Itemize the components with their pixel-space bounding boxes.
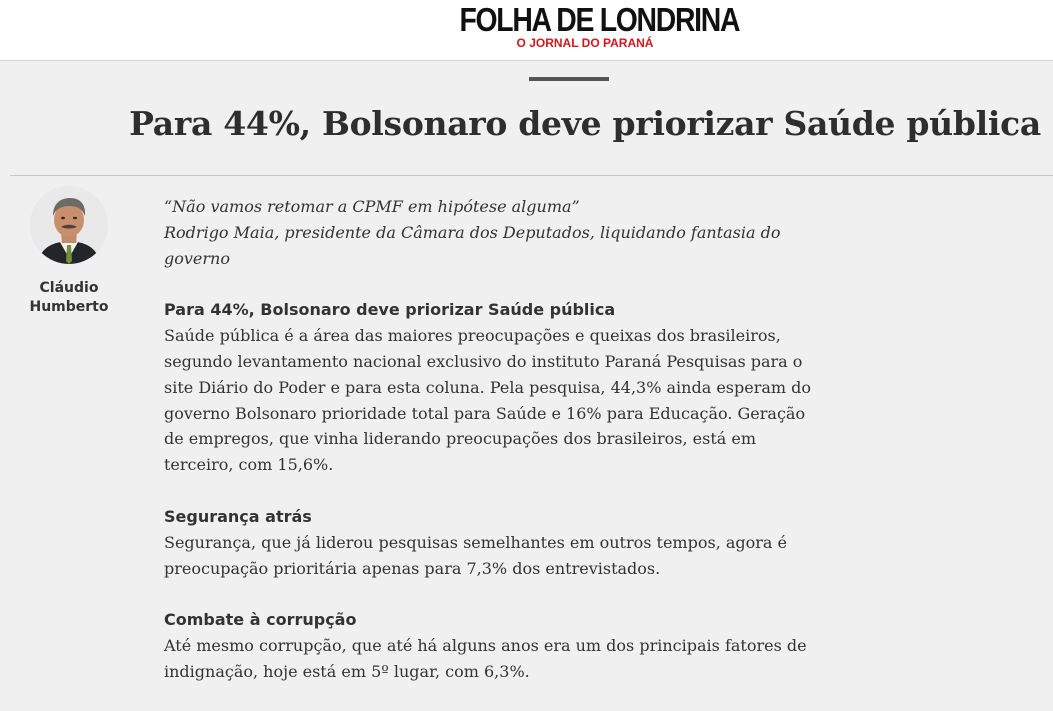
author-photo-icon — [30, 186, 108, 264]
author-avatar[interactable] — [30, 186, 108, 264]
article-section — [164, 607, 814, 684]
section-body: Segurança, que já liderou pesquisas semelhantes em outros tempos, agora é preocupação prioritária apenas para 7,3% dos entrevistados. — [164, 532, 788, 578]
logo-tagline: O JORNAL DO PARANÁ — [516, 36, 654, 50]
section-title: Combate à corrupção — [164, 610, 357, 630]
article-section — [164, 504, 814, 581]
article-section — [164, 297, 814, 478]
article-quote — [164, 194, 814, 271]
site-logo[interactable] — [439, 1, 740, 50]
section-title: Para 44%, Bolsonaro deve priorizar Saúde pública — [164, 300, 616, 320]
quote-text: “Não vamos retomar a CPMF em hipótese alguma” — [164, 197, 580, 216]
headline-accent-rule — [529, 77, 609, 81]
author-block — [20, 186, 118, 317]
section-body: Até mesmo corrupção, que até há alguns anos era um dos principais fatores de indignação, hoje está em 5º lugar, com 6,3%. — [164, 636, 807, 681]
site-header — [0, 0, 1053, 61]
article-headline: Para 44%, Bolsonaro deve priorizar Saúde pública — [129, 104, 1041, 143]
author-name[interactable]: Cláudio Humberto — [29, 280, 109, 315]
section-body: Saúde pública é a área das maiores preocupações e queixas dos brasileiros, segundo levantamento nacional exclusivo do instituto Paraná Pesquisas para o site Diário do Poder e para esta coluna. Pela pesquisa, 44,3% ainda esperam do governo Bolsonaro prioridade total para Saúde e 16% para Educação. Geração de empregos, que vinha liderando preocupações dos brasileiros, está em terceiro, com 15,6%. — [164, 326, 812, 475]
article-body — [164, 194, 814, 711]
headline-divider — [10, 175, 1053, 176]
quote-attribution: Rodrigo Maia, presidente da Câmara dos Deputados, liquidando fantasia do governo — [164, 222, 781, 268]
section-title: Segurança atrás — [164, 506, 312, 526]
logo-title: FOLHA DE LONDRINA — [459, 1, 740, 38]
